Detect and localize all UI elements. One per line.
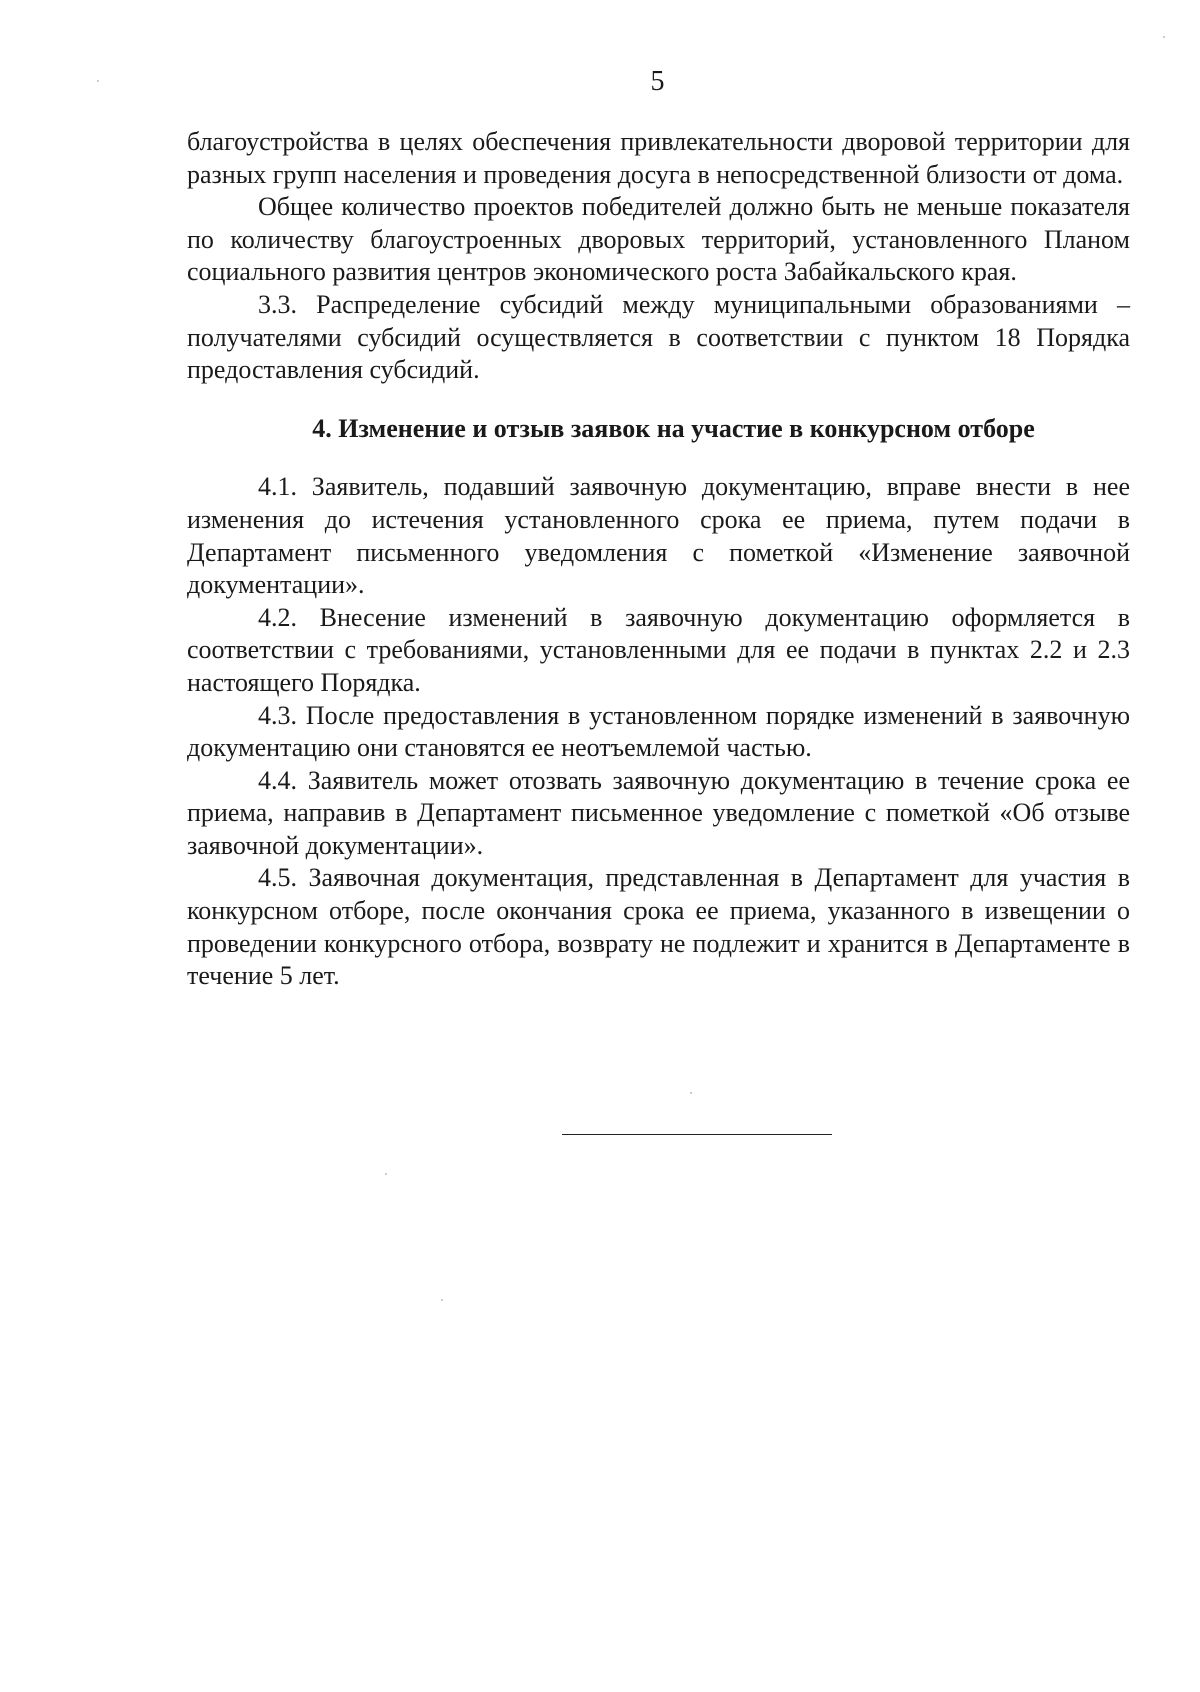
scan-speck — [441, 1299, 443, 1301]
paragraph-4-1: 4.1. Заявитель, подавший заявочную документацию, вправе внести в нее изменения до истечения установленного срока ее приема, путем подачи в Департамент письменного уведомления с пометкой «Изменение заявочной документации». — [187, 472, 1130, 600]
scan-speck — [690, 1092, 692, 1094]
paragraph-4-4: 4.4. Заявитель может отозвать заявочную документацию в течение срока ее приема, направив в Департамент письменное уведомление с пометкой «Об отзыве заявочной документации». — [187, 765, 1130, 860]
closing-rule — [562, 1134, 832, 1135]
paragraph-4-5: 4.5. Заявочная документация, представленная в Департамент для участия в конкурсном отборе, после окончания срока ее приема, указанного в извещении о проведении конкурсного отбора, возврату не подлежит и хранится в Департаменте в течение 5 лет. — [187, 863, 1130, 991]
scan-speck — [97, 80, 99, 82]
paragraph-3-3: 3.3. Распределение субсидий между муниципальными образованиями – получателями субсидий осуществляется в соответствии с пунктом 18 Порядка предоставления субсидий. — [187, 289, 1130, 385]
scan-speck — [385, 1173, 387, 1175]
page-number: 5 — [650, 66, 665, 97]
paragraph-4-2: 4.2. Внесение изменений в заявочную документацию оформляется в соответствии с требованиями, установленными для ее подачи в пунктах 2.2 и 2.3 настоящего Порядка. — [187, 602, 1130, 697]
section-heading: 4. Изменение и отзыв заявок на участие в конкурсном отборе — [312, 413, 1035, 443]
document-text-body — [187, 126, 1130, 993]
paragraph-continuation: благоустройства в целях обеспечения привлекательности дворовой территории для разных групп населения и проведения досуга в непосредственной близости от дома. — [187, 127, 1130, 189]
paragraph-winners-count: Общее количество проектов победителей должно быть не меньше показателя по количеству благоустроенных дворовых территорий, установленного Планом социального развития центров экономического роста Забайкальского края. — [187, 192, 1130, 287]
scan-speck — [1163, 36, 1165, 38]
paragraph-4-3: 4.3. После предоставления в установленном порядке изменений в заявочную документацию они становятся ее неотъемлемой частью. — [187, 700, 1130, 763]
